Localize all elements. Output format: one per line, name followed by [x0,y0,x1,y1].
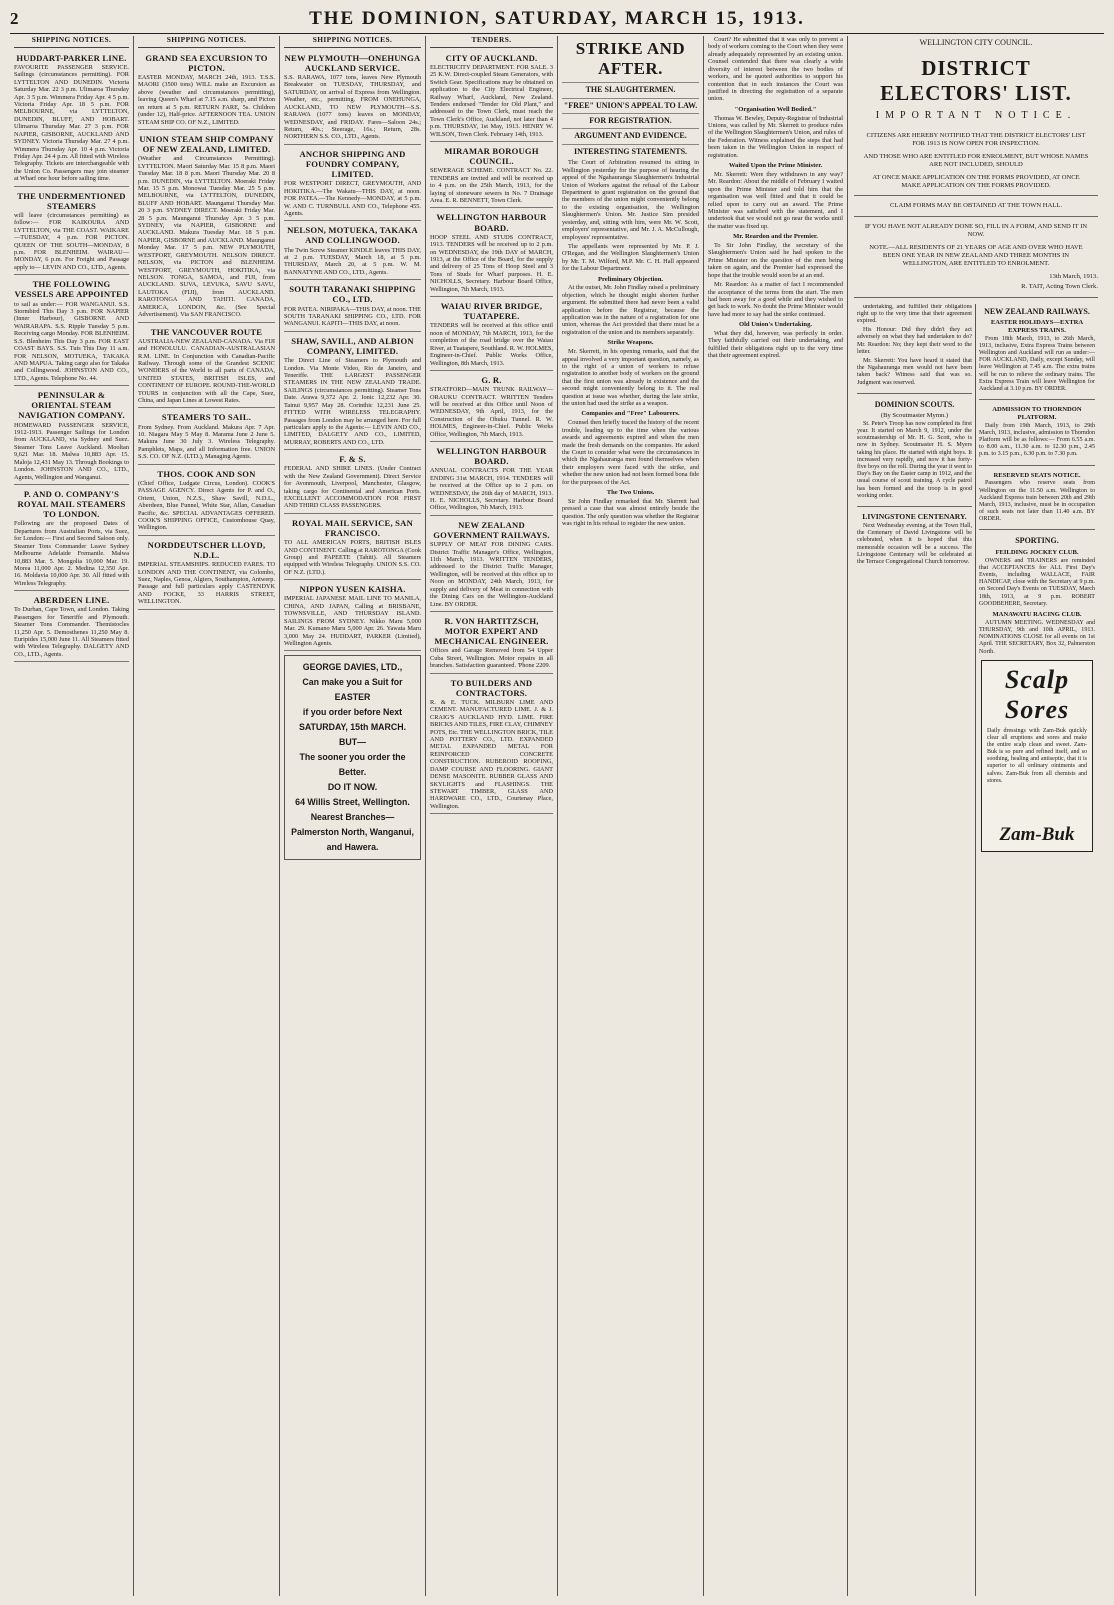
shipping-ad [138,132,275,323]
ad-title: ROYAL MAIL SERVICE, SAN FRANCISCO. [292,517,413,539]
ad-title: TO BUILDERS AND CONTRACTORS. [450,677,533,698]
ad-title: THE FOLLOWING VESSELS ARE APPOINTED [14,279,129,300]
livingstone-paragraph: Next Wednesday evening, at the Town Hall, the Centenary of David Livingstone will be celebrated, when it is hoped that this memorable occasion will be a success. The Livingstone Centenary will be celebrated at the Terrace Congregational Church tomorrow. [857,522,972,565]
ad-body: FOR WESTPORT DIRECT, GREYMOUTH, AND HOKITIKA.—The Wakatu—THIS DAY, at noon. FOR PATEA.—The Kennedy—MONDAY, at 5 p.m. W. AND C. TURNBULL AND CO., Telephone 455. Agents. [284,180,421,217]
ad-line: Can make you a Suit for [302,677,403,688]
ad-body: FEDERAL AND SHIRE LINES. (Under Contract with the New Zealand Government). Direct Service for Avonmouth, Liverpool, Manchester, Glasgow, taking cargo for Continental and American Ports. EXCELLENT ACCOMMODATION FOR FIRST AND THIRD CLASS PASSENGERS. [284,465,421,510]
ad-body: AUSTRALIA-NEW ZEALAND-CANADA. Via FIJI and HONOLULU. CANADIAN-AUSTRALASIAN R.M. LINE. In Conjunction with Canadian-Pacific Railway. Through some of the Grandest SCENIC WONDERS of the World to all parts of CANADA, UNITED STATES, BRITISH ISLES, and CONTINENT OF EUROPE. ROUND-THE-WORLD TOURS in conjunction with all the Cape, Suez, China, and Japan Lines at Lowest Rates. [138,337,275,405]
divider [979,399,1095,400]
divider [979,465,1095,466]
ad-title: NORDDEUTSCHER LLOYD, N.D.L. [147,539,266,560]
article-paragraph: Sir John Findlay remarked that Mr. Skerrett had pressed a case that was almost entirely beside the question. The only question was whether the Registrar was right in his refusal to register the new union. [562,497,699,528]
notice-line: CLAIM FORMS MAY BE OBTAINED AT THE TOWN HALL. [890,202,1062,210]
tender-ad [430,614,553,674]
column-shipping-2 [134,36,280,1596]
ad-body: S.S. RARAWA, 1077 tons, leaves New Plymouth Breakwater on TUESDAY, THURSDAY, and SATURDAY, on arrival of Express from Wellington. Weather, etc., permitting. FROM ONEHUNGA, AUCKLAND, TO NEW PLYMOUTH—S.S. RARAWA (1077 tons) leaves on MONDAY, WEDNESDAY, and FRIDAY. Fares—Saloon 24s.; Return, 40s.; Steerage, 16s.; Return, 28s. NORTHERN S.S. CO., LTD., Agents. [284,74,421,141]
article-paragraph: Court? He submitted that it was only to prevent a body of workers coming to the Court when they were already adequately represented by an existing union. Counsel contended that there was clearly a wide diversity of interest between the two bodies of workers, and he quoted authorities to support his contention that in such instances the Court was justified in directing the registration of a separate union. [708,36,843,103]
ad-title: NELSON, MOTUEKA, TAKAKA AND COLLINGWOOD. [287,225,418,246]
article-paragraph: His Honour: Did they didn't they act adversely on what they had undertaken to do? Mr. Reardon: No; they kept their word to the letter. [857,327,972,355]
ad-body: TENDERS will be received at this office until noon of MONDAY, 7th MARCH, 1913, for the completion of the road bridge over the Waiau River, at Tuatapere, Southland. R. W. HOLMES, Engineer-in-Chief. Public Works Office, Wellington, 8th March, 1913. [430,322,553,367]
column-shipping-3 [280,36,426,1596]
ad-title: G. R. [481,374,502,385]
thorndon-title: ADMISSION TO THORNDON PLATFORM. [992,406,1082,421]
divider [854,216,1098,217]
shipping-ad [14,277,129,386]
article-subhead: ARGUMENT AND EVIDENCE. [562,128,699,140]
electors-list-title: DISTRICT ELECTORS' LIST. [880,55,1072,105]
tender-ad [430,299,553,371]
ad-body: R. & E. TUCK. MILBURN LIME AND CEMENT. MANUFACTURED LIME. J. & J. CRAIG'S AUCKLAND HYD. LIME. FIRE BRICKS AND TILES, FIRE CLAY, CHIMNEY POTS, Etc. THE WELLINGTON BRICK, TILE AND POTTERY CO., LTD. EXPANDED METAL EXPANDED METAL FOR REINFORCED CONCRETE CONSTRUCTION. RUBEROID ROOFING, DAMP COURSE AND FLOORING. GIANT DENSE MASONITE. RUBBER GLASS AND SKYLIGHTS and FLASHINGS. THE STEWART TIMBER, GLASS AND HARDWARE CO., LTD., Courtenay Place, Wellington. [430,698,553,810]
notice-line: IF YOU HAVE NOT ALREADY DONE SO, FILL IN A FORM, AND SEND IT IN NOW. [864,223,1088,239]
ad-title: HUDDART-PARKER LINE. [16,52,127,63]
article-paragraph: Mr. Skerrett, in his opening remarks, said that the appeal involved a very important question, namely, as to the right of a union of workers to refuse registration to another body of workers on the ground that the first union was already in existence and the second might conveniently belong to it. The real question at issue was whether, during the late strike, the union had used the strike as a weapon. [562,348,699,408]
article-paragraph: At the outset, Mr. John Findlay raised a preliminary objection, which he thought might shorten further argument. He submitted there had never been a valid application before the Registrar, because the application was in the nature of a registration for one union, whereas the Act provided that there must be a registration of the union and its members separately. [562,284,699,336]
article-crosshead: Old Union's Undertaking. [738,321,813,329]
ad-title: UNION STEAM SHIP COMPANY OF NEW ZEALAND, LIMITED. [139,133,274,155]
shipping-ad [14,388,129,485]
scouts-byline: (By Scoutmaster Mymn.) [880,412,949,420]
sporting-header: SPORTING. [1015,536,1059,546]
ad-title: P. AND O. COMPANY'S ROYAL MAIL STEAMERS TO LONDON. [17,489,126,520]
ad-body: HOOP STEEL AND STUDS CONTRACT, 1913. TENDERS will be received up to 2 p.m. on WEDNESDAY, the 19th DAY of MARCH, 1913, at the Office of the Board, for the supply and delivery of 25 Tons of Hoop Steel and 3 Tons of Studs for Wharf purposes. H. E. NICHOLLS, Secretary. Harbour Board Office, Wellington, 7th March, 1913. [430,233,553,293]
divider [854,195,1098,196]
notice-line: NOTE.—ALL RESIDENTS OF 21 YEARS OF AGE AND OVER WHO HAVE BEEN ONE YEAR IN NEW ZEALAND AND THREE MONTHS IN WELLINGTON, ARE ENTITLED TO ENROLMENT. [869,244,1083,267]
divider [857,393,972,394]
ad-body: The Twin Screw Steamer KINDLE leaves THIS DAY, at 2 p.m. TUESDAY, March 18, at 5 p.m. THURSDAY, March 20, at 5 p.m. W. M. BANNATYNE AND CO., LTD., Agents. [284,246,421,276]
shipping-ad [138,410,275,464]
article-paragraph: Counsel then briefly traced the history of the recent trouble, leading up to the time when the various awards and agreements expired and when the men made the fresh demands on the companies. He asked the Court to consider what were the circumstances in which the Ngahauranga men found themselves when their employers were faced with the strike, and whether the new union had not been formed bona fide for the purposes of the Act. [562,419,699,486]
george-davies-ad [284,655,421,859]
shipping-ad [284,516,421,580]
ad-line: EASTER [334,692,371,703]
page-number: 2 [10,9,19,28]
ad-body: IMPERIAL STEAMSHIPS. REDUCED FARES. TO LONDON AND THE CONTINENT, via Colombo, Suez, Naples, Genoa, Algiers, Southampton, Antwerp. Passage and full particulars apply CASTENDYK AND FOCKE, 33 HARRIS STREET, WELLINGTON. [138,561,275,606]
shipping-ad [284,51,421,145]
railways-title: NEW ZEALAND RAILWAYS. [984,306,1090,316]
column-header: SHIPPING NOTICES. [284,36,421,48]
shipping-ad [284,147,421,222]
ad-title: ANCHOR SHIPPING AND FOUNDRY COMPANY, LIMITED. [299,148,406,180]
shipping-ad [284,334,421,450]
ad-title: ABERDEEN LINE. [33,595,110,606]
article-subhead: FOR REGISTRATION. [562,113,699,125]
ad-body: Following are the proposed Dates of Departures from Australian Ports, via Suez, for London:— First and Second Saloon only. Steamer Tons Commander Leave Sydney Melbourne Adelaide Fremantle. Malwa 10,883 Mar. 5. Mongolia 10,000 Mar. 19. Morea 11,000 Apr. 2. Medina 12,350 Apr. 16. Moldavia 10,000 Apr. 30. All fitted with Wireless Telegraphy. [14,520,129,587]
ad-body: will leave (circumstances permitting) as follow:— FOR KAIKOURA AND LYTTELTON, via THE COAST. WAIKARE—TUESDAY, 4 p.m. FOR PICTON. QUEEN OF THE SOUTH—MONDAY, 8 p.m. FOR BLENHEIM. WAIRAU—MONDAY, 6 p.m. For Freight and Passage apply to— LEVIN AND CO., LTD., Agents. [14,211,129,271]
tender-ad [430,373,553,442]
columns [10,36,1104,1596]
ad-line: DO IT NOW. [327,781,378,792]
newspaper-title: THE DOMINION, SATURDAY, MARCH 15, 1913. [309,8,805,29]
shipping-ad [14,51,129,187]
ad-title: SOUTH TARANAKI SHIPPING CO., LTD. [289,284,416,305]
ad-body: IMPERIAL JAPANESE MAIL LINE TO MANILA, CHINA, AND JAPAN, Calling at BRISBANE, TOWNSVILLE, AND THURSDAY ISLAND. SAILINGS FROM SYDNEY. Nikko Maru 5,000 Mar. 29. Kumano Maru 5,000 Apr. 26. Yawata Maru 3,000 May 24. HUDDART, PARKER (Limited), Wellington Agents. [284,595,421,647]
tender-ad [430,210,553,297]
article-paragraph: Mr. Skerrett: Were they withdrawn in any way? Mr. Reardon: About the middle of February I waited upon the Prime Minister and told him that the organisation was well fitted and that it could be relied upon to carry out an award. The Prime Minister was satisfied with the statement, and I undertook that we would not go near the works until the matter was fixed up. [708,170,843,230]
ad-body: FOR PATEA. NIRIPAKA—THIS DAY, at noon. THE SOUTH TARANAKI SHIPPING CO., LTD. FOR WANGANUI. KAPITI—THIS DAY, at noon. [284,305,421,328]
column-header: SHIPPING NOTICES. [138,36,275,48]
shipping-ad [284,223,421,280]
shipping-ad [14,593,129,662]
column-shipping-1 [10,36,134,1596]
col1-ads [14,51,129,663]
column-tenders [426,36,558,1596]
article-crosshead: Strike Weapons. [607,339,654,347]
ad-title: R. VON HARTITZSCH, MOTOR EXPERT AND MECHANICAL ENGINEER. [434,615,549,647]
ad-body: FAVOURITE PASSENGER SERVICE. Sailings (circumstances permitting). FOR LYTTELTON AND DUNEDIN. Victoria Saturday Mar. 22 3 p.m. Ulimaroa Thursday Apr. 3 5 p.m. Wimmera Friday Apr. 4 5 p.m. Victoria Friday Apr. 18 5 p.m. FOR MELBOURNE, via LYTTELTON, DUNEDIN, BLUFF, AND HOBART. Ulimaroa Thursday Mar. 27 3 p.m. FOR NAPIER, GISBORNE, AUCKLAND AND SYDNEY. Victoria Thursday Mar. 27 4 p.m. Wimmera Thursday Apr. 10 4 p.m. Victoria Friday Apr. 24 4 p.m. All fitted with Wireless Telegraphy. Tickets are interchangeable with the Union Co. Passengers may join steamer at Wharf one hour before sailing time. [14,63,129,183]
ad-title: WAIAU RIVER BRIDGE, TUATAPERE. [440,301,543,322]
zambuk-text: Daily dressings with Zam-Buk quickly clear all eruptions and sores and make the entire scalp clean and sweet. Zam-Buk is so pure and refined itself, and so soothing, healing and antiseptic, that it is superior to all ordinary ointments and salves. Zam-Buk from all chemists and stores. [987,728,1087,784]
notice-date: 13th March, 1913. [1049,272,1098,280]
article-crosshead: Mr. Reardon and the Premier. [733,233,818,241]
livingstone-title: LIVINGSTONE CENTENARY. [862,511,967,521]
ad-body: (Chief Office, Ludgate Circus, London). COOK'S PASSAGE AGENCY. Direct Agents for P. and O., Orient, Union, N.Z.S., Shaw Savill, N.D.L., Aberdeen, Blue Funnel, White Star, Allan, Canadian Pacific, &c. SPECIAL ADVANTAGES OFFERED. COOK'S SHIPPING OFFICE, Customhouse Quay, Wellington. [138,479,275,532]
ad-body: ANNUAL CONTRACTS FOR THE YEAR ENDING 31st MARCH, 1914. TENDERS will be received at the Office up to 2 p.m. on WEDNESDAY, the 26th day of MARCH, 1913. H. E. NICHOLLS, Secretary. Harbour Board Office, Wellington, 7th March, 1913. [430,467,553,512]
divider [979,529,1095,530]
divider [854,297,1098,298]
ad-body: ELECTRICITY DEPARTMENT. FOR SALE. 3 25 K.W. Direct-coupled Steam Generators, with Switch Gear. Specifications may be obtained on application to the City Electrical Engineer, Railway Wharf, Auckland, New Zealand. Tenders endorsed "Tender for Old Plant," and addressed to the Town Clerk, must reach the Town Clerk's Office, Auckland, not later than 4 p.m. THURSDAY, 1st May, 1913. HENRY W. WILSON, Town Clerk. February 14th, 1913. [430,63,553,138]
ad-title: CITY OF AUCKLAND. [445,52,538,63]
ad-title: STEAMERS TO SAIL. [161,412,252,423]
council-name: WELLINGTON CITY COUNCIL. [919,38,1033,47]
notice-line: CITIZENS ARE HEREBY NOTIFIED THAT THE DISTRICT ELECTORS' LIST FOR 1913 IS NOW OPEN FOR INSPECTION. [866,131,1086,147]
column-notices [848,36,1104,1596]
tender-ad [430,676,553,815]
ad-title: MIRAMAR BOROUGH COUNCIL. [444,146,539,167]
ad-line: Nearest Branches—Palmerston North, Wanganui, and Hawera. [291,811,414,852]
article-crosshead: "Organisation Well Bodied." [734,105,817,113]
ad-title: PENINSULAR & ORIENTAL STEAM NAVIGATION COMPANY. [18,390,125,421]
ad-body: STRATFORD—MAIN TRUNK RAILWAY—ORAUKU CONTRACT. WRITTEN Tenders will be received at this Office until Noon of WEDNESDAY, 9th April, 1913, for the Construction of the Ohuku Tunnel. R. W. HOLMES, Engineer-in-Chief. Public Works Office, Wellington, 7th March, 1913. [430,386,553,438]
ad-title: F. & S. [339,454,366,465]
ad-line: The sooner you order the [299,752,406,763]
column-strike-article [558,36,704,1596]
railways-subtitle: EASTER HOLIDAYS—EXTRA EXPRESS TRAINS. [990,319,1084,334]
article-headline: STRIKE AND AFTER. [575,39,686,79]
ad-title: THE VANCOUVER ROUTE [150,326,263,337]
tender-ad [430,518,553,612]
article-paragraph: To Sir John Findlay, the secretary of the Slaughtermen's Union said he had spoken to the Prime Minister on the question of the men being taken on again, and the Premier had expressed the hope that the trouble would soon be at an end. [708,242,843,279]
notices-left-half [854,304,976,1596]
divider [857,506,972,507]
article-paragraph: The appellants were represented by Mr. P. J. O'Regan, and the Wellington Slaughtermen's Union by Mr. T. M. Wilford, M.P. Mr. C. H. Hall appeared for the Labour Department. [562,242,699,273]
shipping-ad [14,189,129,276]
shipping-ad [138,467,275,536]
ad-line: GEORGE DAVIES, LTD., [302,662,403,673]
ad-title: THE UNDERMENTIONED STEAMERS [17,190,126,211]
tender-ad [430,444,553,516]
reserved-seats-title: RESERVED SEATS NOTICE. [993,471,1081,479]
ad-body: SEWERAGE SCHEME. CONTRACT No. 22. TENDERS are invited and will be received up to 4 p.m. on the 25th March, 1913, for the laying of stoneware sewers in No. 7 Drainage Area. E. R. BENNETT, Town Clerk. [430,167,553,205]
ad-title: GRAND SEA EXCURSION TO PICTON. [145,52,268,73]
ad-body: To Durban, Cape Town, and London. Taking Passengers for Teneriffe and Plymouth. Steamer Tons Commander. Themistocles 11,250 Apr. 5. Demosthenes 11,250 May 8. Euripides 15,000 June 11. All Steamers fitted with Wireless Telegraphy. DALGETY AND CO., LTD., Agents. [14,606,129,658]
ad-body: (Weather and Circumstances Permitting). LYTTELTON. Maori Saturday Mar. 15 8 p.m. Maori Tuesday Mar. 18 8 p.m. Maori Thursday Mar. 20 8 p.m. DUNEDIN, via LYTTELTON. Moeraki Friday Mar. 15 5 p.m. Monowai Tuesday Mar. 25 5 p.m. MELBOURNE, via LYTTELTON, DUNEDIN, BLUFF AND HOBART. Maunganui Thursday Mar. 20 3 p.m. SYDNEY DIRECT. Moeraki Friday Mar. 28 5 p.m. Maunganui Thursday Apr. 3 5 p.m. SYDNEY, via NAPIER, GISBORNE and AUCKLAND. Makura Tuesday Mar. 18 5 p.m. NAPIER, GISBORNE and AUCKLAND. Maunganui Monday Mar. 17 5 p.m. NEW PLYMOUTH, WESTPORT, GREYMOUTH. NELSON DIRECT. NELSON, via PICTON and BLENHEIM. WESTPORT, GREYMOUTH, HOKITIKA, via NELSON. TONGA, SAMOA, and FIJI, from AUCKLAND. SUVA, LEVUKA, SAVU SAVU, LAUTOKA (FIJI), from AUCKLAND. RAROTONGA AND TAHITI. CANADA, AMERICA, LONDON, &c. (See Special Advertisement). Via SAN FRANCISCO. [138,155,275,319]
article-crosshead: The Two Unions. [606,489,655,497]
shipping-ad [284,582,421,651]
ad-body: SUPPLY OF MEAT FOR DINING CARS. District Traffic Manager's Office, Wellington, 11th March, 1913. WRITTEN TENDERS, addressed to the District Traffic Manager, Wellington, will be received at this office up to Noon on MONDAY, 24th March, 1913, for supply and delivery of Meat in connection with the Dining Cars on the Wellington-Auckland Line. BY ORDER. [430,541,553,608]
manawatu-paragraph: AUTUMN MEETING. WEDNESDAY and THURSDAY, 9th and 10th APRIL, 1913. NOMINATIONS CLOSE for all events on 1st April. THE SECRETARY, Box 32, Palmerston North. [979,619,1095,655]
column-header: TENDERS. [430,36,553,48]
shipping-ad [138,51,275,130]
ad-title: THOS. COOK AND SON [157,468,256,479]
ad-body: to sail as under:— FOR WANGANUI. S.S. Stormbird This Day 3 p.m. FOR NAPIER (Inner Harbour), GISBORNE AND WAIRARAPA. S.S. Ripple Tuesday 5 p.m. Receiving cargo Monday. FOR BLENHEIM. S.S. Blenheim This Day 3 p.m. FOR EAST COAST BAYS. S.S. Tuis This Day 11 a.m. FOR NELSON, MOTUEKA, TAKAKA AND MAPUA. Taking cargo also for Takaka and Collingwood. JOHNSTON AND CO., LTD., Agents. Telephone No. 44. [14,300,129,382]
article-paragraph: Mr. Reardon: As a matter of fact I recommended the acceptance of the terms from the start. The men had been away for a good while and they wished to get back to work. No doubt the Prime Minister would have had more to say had the strike continued. [708,281,844,318]
ad-body: Offices and Garage Removed from 54 Upper Cuba Street, Wellington. Motor repairs in all branches. Satisfaction guaranteed. 'Phone 2209. [430,647,553,670]
ad-body: The Direct Line of Steamers to Plymouth and London. Via Monte Video, Rio de Janeiro, and Teneriffe. THE LARGEST PASSENGER STEAMERS IN THE NEW ZEALAND TRADE. SAILINGS (circumstances permitting). Steamer Tons Date. Arawa 9,372 Apr. 2. Ionic 12,232 Apr. 30. Tainui 9,957 May 28. Corinthic 12,231 June 25. FITTED WITH WIRELESS TELEGRAPHY. Passages from London may be arranged here. For full particulars apply to the Agents:— LEVIN AND CO., LIMITED, DALGETY AND CO., LIMITED, MURRAY, ROBERTS AND CO., LTD. [284,357,421,446]
ad-body: EASTER MONDAY, MARCH 24th, 1913. T.S.S. MAORI (3500 tons) WILL make an Excursion as above (weather and circumstances permitting), leaving Queen's Wharf at 7.15 a.m. sharp, and Picton on return at 5 p.m. RETURN FARE, 5s. Children (under 12), Half-price. AFTERNOON TEA. UNION STEAM SHIP CO. OF N.Z., LIMITED. [138,74,275,126]
column-header: SHIPPING NOTICES. [14,36,129,48]
tender-ad [430,51,553,142]
ad-title: NEW PLYMOUTH—ONEHUNGA AUCKLAND SERVICE. [284,52,421,73]
ad-body: From Sydney. From Auckland. Makura Apr. 7 Apr. 10. Niagara May 5 May 8. Marama June 2 June 5. Makura June 30 July 3. Wireless Telegraphy. Pamphlets, Maps, and all Information free. UNION S.S. CO. OF N.Z. (LTD.), Managing Agents. [138,423,275,461]
zambuk-brand: Zam-Buk [999,824,1075,846]
scouts-title: DOMINION SCOUTS. [874,399,955,409]
article-crosshead: Companies and "Free" Labourers. [581,410,680,418]
article-paragraph: The Court of Arbitration resumed its sitting in Wellington yesterday for the purpose of hearing the appeal of the Ngahauranga Slaughtermen's Industrial Union of Workers against the refusal of the Labour Department to grant registration on the ground that the members of the union might conveniently belong to the existing organisation, the Wellington Slaughtermen's Union. Mr. Justice Sim presided yesterday, and, sitting with him, were Mr. W. Scott, employers' representative, and Mr. J. A. McCullough, employees' representative. [562,159,699,241]
article-subhead: INTERESTING STATEMENTS. [562,144,699,156]
masthead [10,8,1104,34]
article-paragraph: Thomas W. Bewley, Deputy-Registrar of Industrial Unions, was called by Mr. Skerrett to produce rules of the Wellington Slaughtermen's Union, and rules of the Federation. Witness explained the steps that had been taken in the Wellington Union in respect of registration. [708,114,843,159]
ad-body: HOMEWARD PASSENGER SERVICE, 1912-1913. Passenger Sailings for London from AUCKLAND, via Sydney and Suez. Steamer Tons Leave Auckland. Mooltan 9,621 Mar. 18. Malwa 10,883 Apr. 15. Maloja 12,431 May 13. Through Bookings to London. JOHNSTON AND CO., LTD., Agents, Wellington and Wanganui. [14,421,129,481]
shipping-ad [284,282,421,332]
thorndon-paragraph: Daily from 19th March, 1913, to 29th March, 1913, inclusive, admission to Thorndon Platform will be as follows:— From 6.55 a.m. to 8.00 a.m., 11.30 a.m. to 12.30 p.m., 2.45 p.m. to 3.15 p.m., 6.30 p.m. to 7.30 p.m. [979,422,1095,458]
ad-line: Better. [338,767,367,778]
manawatu-title: MANAWATU RACING CLUB. [992,611,1082,618]
article-subhead: THE SLAUGHTERMEN. [562,82,699,94]
ad-line: BUT— [339,737,366,748]
ad-line: 64 Willis Street, Wellington. [295,796,410,807]
ad-title: WELLINGTON HARBOUR BOARD. [436,446,547,467]
notice-line: AND THOSE WHO ARE ENTITLED FOR ENROLMENT, BUT WHOSE NAMES ARE NOT INCLUDED, SHOULD [863,152,1089,168]
notice-signature: R. TAIT, Acting Town Clerk. [1021,282,1098,290]
ad-title: NIPPON YUSEN KAISHA. [299,584,406,595]
ad-title: WELLINGTON HARBOUR BOARD. [436,212,547,233]
article-paragraph: What they did, however, was perfectly in order. They faithfully carried out their undertaking, and fulfilled their obligations right up to the very time that their agreement expired. [708,329,843,360]
shipping-ad [138,325,275,409]
notices-split [854,304,1098,1596]
article-paragraph: Mr. Skerrett: You have heard it stated that the Ngahauranga men would not have been taken back? Witness said that was so. Judgment was reserved. [857,357,972,386]
article-crosshead: Waited Upon the Prime Minister. [728,162,823,170]
article-paragraph: undertaking, and fulfilled their obligations right up to the very time that their agreement expired. [857,303,972,325]
tender-ad [430,144,553,208]
ad-title: SHAW, SAVILL, AND ALBION COMPANY, LIMITED. [291,335,414,356]
shipping-ad [14,487,129,591]
feilding-title: FEILDING JOCKEY CLUB. [995,548,1079,556]
zambuk-logo: Scalp Sores [1004,664,1070,725]
ad-line: if you order before Next [302,707,403,718]
ad-title: NEW ZEALAND GOVERNMENT RAILWAYS. [433,519,550,540]
ad-body: TO ALL AMERICAN PORTS, BRITISH ISLES AND CONTINENT. Calling at RAROTONGA (Cook Group) and PAPEETE (Tahiti). All Steamers equipped with Wireless Telegraphy. UNION S.S. CO. OF N.Z. (LTD.). [284,539,421,576]
notices-right-half [976,304,1098,1596]
important-notice: IMPORTANT NOTICE. [875,109,1077,121]
article-subhead: "FREE" UNION'S APPEAL TO LAW. [562,98,699,110]
shipping-ad [284,452,421,514]
scouts-paragraph: St. Peter's Troop has now completed its first year. It started on March 9, 1912, under the scoutmastership of Mr. H. G. Scott, who is now in Sydney. Scoutmaster H. S. Myers taking his place. He started with eight boys. It increased very rapidly, and now it has forty-five boys on the roll. During the year it went to Day's Bay on the Easter camp in 1912, and the usual course of scout training. A cycle patrol has been formed and the troop is in good working order. [857,420,972,499]
shipping-ad [138,538,275,610]
ad-line: SATURDAY, 15th MARCH. [298,722,407,733]
notice-line: AT ONCE MAKE APPLICATION ON THE FORMS PROVIDED, AT ONCE MAKE APPLICATION ON THE FORMS PROVIDED. [872,173,1080,189]
railways-paragraph: From 18th March, 1913, to 26th March, 1913, inclusive, Extra Express Trains between Wellington and Auckland will run as under:— FOR AUCKLAND, Daily, except Sunday, will leave Wellington at 7.45 a.m. The extra trains will be run to relieve the ordinary trains. The Extra Express Train will leave Wellington for Auckland at 3.10 p.m. BY ORDER. [979,335,1095,392]
feilding-paragraph: OWNERS and TRAINERS are reminded that ACCEPTANCES for ALL First Day's Events, including WALLACE, FAIR HANDICAP, close with the Secretary at 9 p.m. on Second Day's Events on TUESDAY, March 18th, 1913, at 9 p.m. ROBERT GOODBEHERE, Secretary. [979,557,1095,607]
reserved-seats-paragraph: Passengers who reserve seats from Wellington on the 11.50 a.m. Wellington to Auckland Express train between 20th and 29th March, 1913, inclusive, must be in occupation of such seats not later than 11.40 a.m. BY ORDER. [979,480,1095,523]
column-strike-continued [704,36,848,1596]
article-crosshead: Preliminary Objection. [597,275,664,283]
zambuk-ad [981,660,1093,852]
